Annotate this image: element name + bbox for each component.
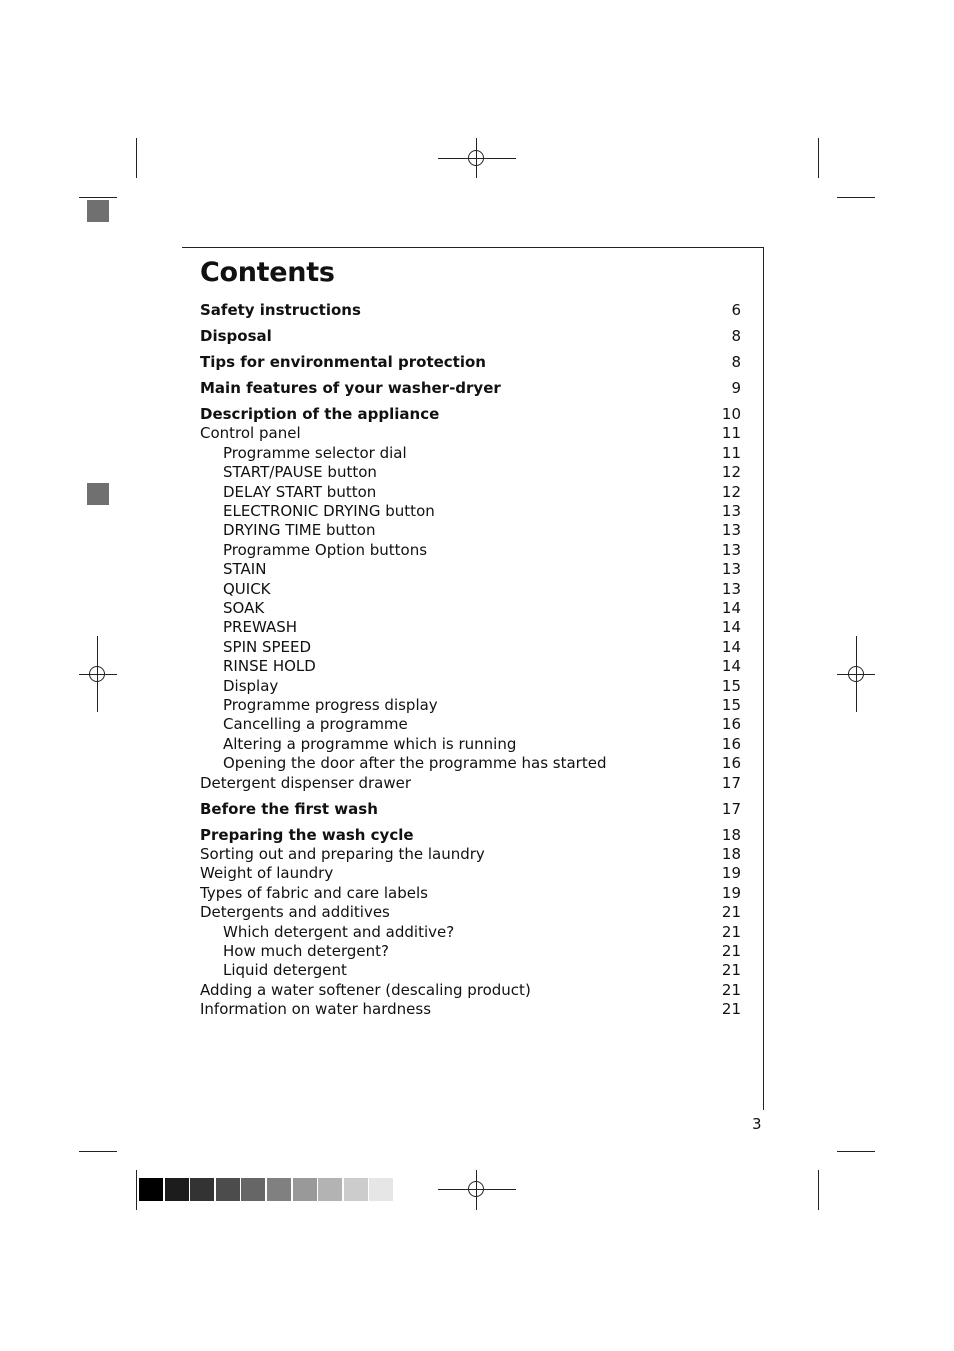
toc-entry-page: 17 <box>721 774 741 792</box>
toc-entry-page: 18 <box>721 826 741 844</box>
color-bar-swatch <box>139 1178 163 1201</box>
toc-leader-dots <box>351 961 718 980</box>
toc-entry <box>200 845 741 864</box>
toc-entry-label: SOAK <box>223 599 265 617</box>
toc-leader-dots <box>489 845 718 864</box>
toc-entry-page: 15 <box>721 696 741 714</box>
toc-entry-page: 14 <box>721 638 741 656</box>
color-bar-swatch <box>241 1178 265 1201</box>
toc-leader-dots <box>505 379 719 398</box>
toc-entry <box>200 560 741 579</box>
color-bar-swatch <box>190 1178 214 1201</box>
toc-entry-page: 9 <box>731 379 741 397</box>
toc-entry <box>200 826 741 845</box>
toc-leader-dots <box>490 353 719 372</box>
color-bar-swatch <box>293 1178 317 1201</box>
toc-leader-dots <box>380 483 718 502</box>
toc-entry-page: 6 <box>731 301 741 319</box>
toc-entry <box>200 735 741 754</box>
toc-entry-page: 18 <box>721 845 741 863</box>
toc-entry <box>200 774 741 793</box>
toc-entry-page: 11 <box>721 424 741 442</box>
toc-entry <box>200 903 741 922</box>
color-bar-swatch <box>344 1178 368 1201</box>
toc-entry-page: 21 <box>721 1000 741 1018</box>
toc-entry <box>200 800 741 819</box>
toc-entry-page: 16 <box>721 715 741 733</box>
toc-entry-page: 14 <box>721 618 741 636</box>
toc-entry-page: 12 <box>721 483 741 501</box>
toc-entry-page: 8 <box>731 327 741 345</box>
toc-entry <box>200 1000 741 1019</box>
toc-entry-page: 21 <box>721 942 741 960</box>
toc-leader-dots <box>301 618 718 637</box>
toc-leader-dots <box>415 774 718 793</box>
toc-leader-dots <box>610 754 717 773</box>
toc-leader-dots <box>305 424 718 443</box>
toc-entry-page: 12 <box>721 463 741 481</box>
toc-entry-label: Before the first wash <box>200 800 378 818</box>
toc-leader-dots <box>365 301 719 320</box>
toc-entry-page: 19 <box>721 864 741 882</box>
toc-entry-label: QUICK <box>223 580 271 598</box>
side-marker-middle <box>87 483 109 505</box>
toc-entry-label: Detergents and additives <box>200 903 390 921</box>
toc-entry-page: 14 <box>721 599 741 617</box>
toc-entry-label: Types of fabric and care labels <box>200 884 428 902</box>
toc-entry-label: Description of the appliance <box>200 405 440 423</box>
toc-entry-label: Weight of laundry <box>200 864 334 882</box>
toc-entry-label: Preparing the wash cycle <box>200 826 414 844</box>
side-marker-top <box>87 200 109 222</box>
toc-entry-page: 21 <box>721 923 741 941</box>
toc-entry-label: DELAY START button <box>223 483 377 501</box>
toc-entry-label: How much detergent? <box>223 942 389 960</box>
toc-entry-label: Opening the door after the programme has started <box>223 754 607 772</box>
toc-entry <box>200 327 741 346</box>
toc-entry-label: Programme Option buttons <box>223 541 428 559</box>
crop-mark-bottom-left-v <box>136 1170 137 1210</box>
frame-top-rule <box>182 247 764 248</box>
toc-entry-label: PREWASH <box>223 618 298 636</box>
toc-entry <box>200 580 741 599</box>
toc-entry <box>200 502 741 521</box>
toc-leader-dots <box>432 884 718 903</box>
toc-entry-label: Adding a water softener (descaling product) <box>200 981 531 999</box>
toc-leader-dots <box>520 735 718 754</box>
toc-entry-page: 13 <box>721 580 741 598</box>
toc-leader-dots <box>393 942 718 961</box>
color-bar-swatch <box>216 1178 240 1201</box>
frame-right-rule <box>763 247 764 1110</box>
crop-mark-top-left-h <box>79 197 117 198</box>
toc-entry <box>200 864 741 883</box>
toc-entry <box>200 961 741 980</box>
toc-entry <box>200 424 741 443</box>
toc-entry-page: 10 <box>721 405 741 423</box>
toc-leader-dots <box>382 800 718 819</box>
toc-entry-label: ELECTRONIC DRYING button <box>223 502 435 520</box>
toc-entry <box>200 618 741 637</box>
toc-leader-dots <box>320 657 718 676</box>
crop-mark-top-right-h <box>837 197 875 198</box>
toc-leader-dots <box>394 903 718 922</box>
toc-entry <box>200 677 741 696</box>
toc-leader-dots <box>282 677 718 696</box>
toc-entry-label: Display <box>223 677 279 695</box>
toc-entry-label: STAIN <box>223 560 267 578</box>
toc-entry-label: Control panel <box>200 424 301 442</box>
toc-leader-dots <box>443 405 718 424</box>
toc-entry <box>200 521 741 540</box>
toc-entry-label: Safety instructions <box>200 301 361 319</box>
toc-entry-page: 13 <box>721 560 741 578</box>
toc-entry <box>200 715 741 734</box>
toc-leader-dots <box>431 541 718 560</box>
toc-entry-label: Disposal <box>200 327 272 345</box>
toc-entry <box>200 638 741 657</box>
toc-entry-page: 21 <box>721 903 741 921</box>
toc-entry-label: DRYING TIME button <box>223 521 376 539</box>
toc-entry-label: SPIN SPEED <box>223 638 312 656</box>
toc-entry <box>200 754 741 773</box>
toc-entry-page: 11 <box>721 444 741 462</box>
toc-entry-label: Which detergent and additive? <box>223 923 455 941</box>
toc-entry-label: Information on water hardness <box>200 1000 432 1018</box>
toc-entry <box>200 657 741 676</box>
page-title: Contents <box>200 257 335 288</box>
toc-leader-dots <box>268 599 718 618</box>
toc-leader-dots <box>337 864 718 883</box>
toc-entry-page: 13 <box>721 502 741 520</box>
toc-entry-page: 17 <box>721 800 741 818</box>
toc-leader-dots <box>418 826 718 845</box>
crop-mark-bottom-right-v <box>818 1170 819 1210</box>
toc-entry <box>200 696 741 715</box>
toc-entry-label: Main features of your washer-dryer <box>200 379 501 397</box>
toc-entry <box>200 353 741 372</box>
toc-entry-label: Altering a programme which is running <box>223 735 517 753</box>
toc-entry-label: Programme selector dial <box>223 444 407 462</box>
toc-entry <box>200 923 741 942</box>
toc-entry-label: Programme progress display <box>223 696 438 714</box>
toc-entry-page: 16 <box>721 735 741 753</box>
toc-entry-label: Liquid detergent <box>223 961 347 979</box>
toc-entry-label: Cancelling a programme <box>223 715 408 733</box>
toc-entry <box>200 942 741 961</box>
toc-leader-dots <box>458 923 718 942</box>
crop-mark-top-left-v <box>136 138 137 178</box>
color-bar-swatch <box>267 1178 291 1201</box>
toc-entry-label: Detergent dispenser drawer <box>200 774 411 792</box>
toc-entry-page: 16 <box>721 754 741 772</box>
toc-entry <box>200 981 741 1000</box>
toc-entry <box>200 301 741 320</box>
print-color-bar <box>139 1178 395 1201</box>
crop-mark-bottom-left-h <box>79 1151 117 1152</box>
crop-mark-top-right-v <box>818 138 819 178</box>
toc-entry-label: Tips for environmental protection <box>200 353 486 371</box>
toc-entry <box>200 463 741 482</box>
toc-entry-label: RINSE HOLD <box>223 657 316 675</box>
toc-entry-page: 21 <box>721 981 741 999</box>
toc-entry-label: Sorting out and preparing the laundry <box>200 845 485 863</box>
toc-leader-dots <box>276 327 719 346</box>
page-number: 3 <box>752 1115 762 1133</box>
toc-entry-label: START/PAUSE button <box>223 463 377 481</box>
toc-entry <box>200 483 741 502</box>
toc-entry-page: 13 <box>721 521 741 539</box>
toc-leader-dots <box>379 521 717 540</box>
toc-leader-dots <box>381 463 718 482</box>
color-bar-swatch <box>165 1178 189 1201</box>
crop-mark-bottom-right-h <box>837 1151 875 1152</box>
toc-leader-dots <box>535 981 718 1000</box>
toc-leader-dots <box>275 580 718 599</box>
toc-leader-dots <box>315 638 718 657</box>
color-bar-swatch <box>369 1178 393 1201</box>
toc-leader-dots <box>442 696 718 715</box>
toc-entry <box>200 884 741 903</box>
toc-entry <box>200 379 741 398</box>
toc-entry-page: 13 <box>721 541 741 559</box>
toc-leader-dots <box>411 444 718 463</box>
toc-entry <box>200 599 741 618</box>
toc-entry <box>200 405 741 424</box>
toc-leader-dots <box>435 1000 718 1019</box>
toc-entry-page: 21 <box>721 961 741 979</box>
color-bar-swatch <box>318 1178 342 1201</box>
toc-leader-dots <box>270 560 717 579</box>
toc-entry <box>200 541 741 560</box>
toc-leader-dots <box>412 715 718 734</box>
toc-entry <box>200 444 741 463</box>
toc-entry-page: 15 <box>721 677 741 695</box>
toc-entry-page: 19 <box>721 884 741 902</box>
toc-leader-dots <box>439 502 718 521</box>
toc-entry-page: 8 <box>731 353 741 371</box>
toc-entry-page: 14 <box>721 657 741 675</box>
